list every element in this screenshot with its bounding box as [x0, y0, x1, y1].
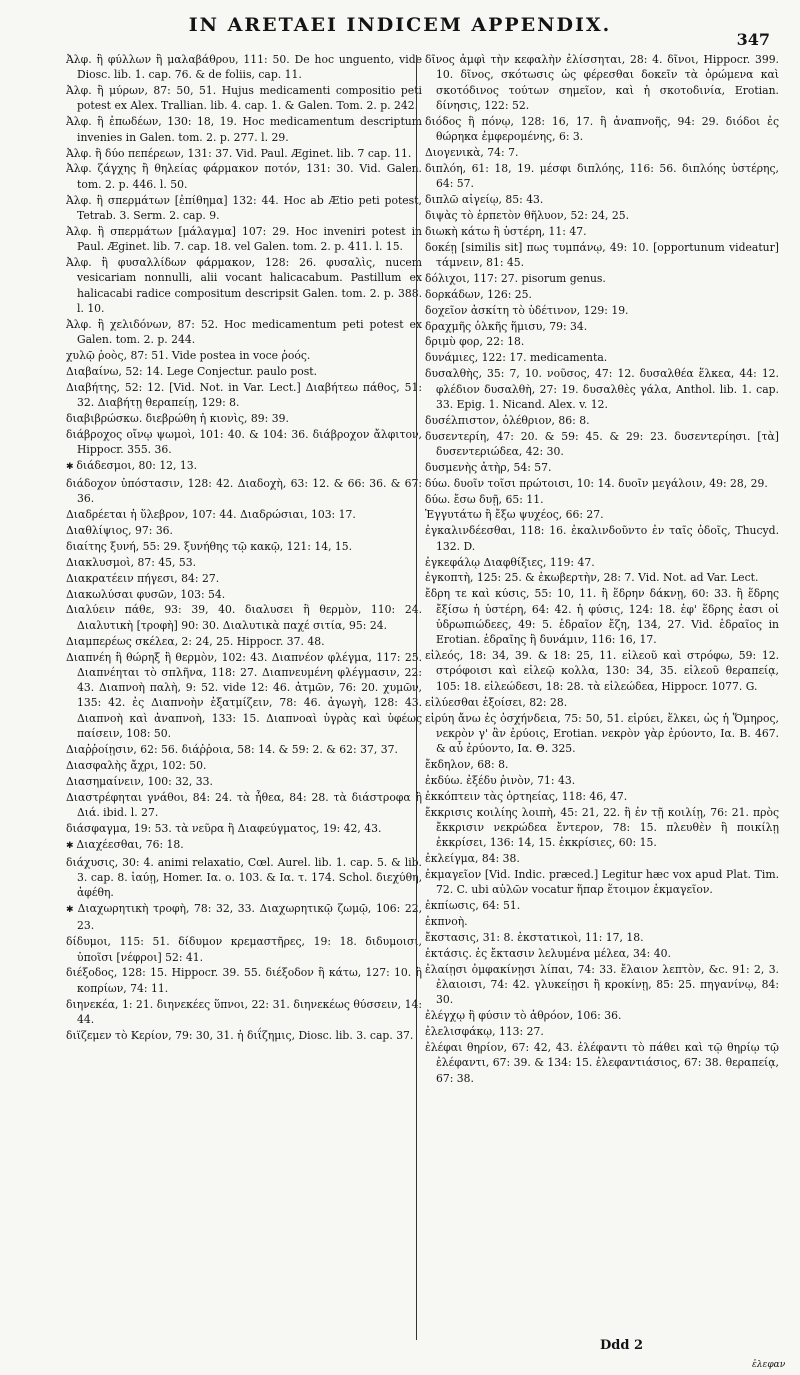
- index-entry: Ἐγγυτάτω ἢ ἔξω ψυχέος, 66: 27.: [425, 508, 604, 522]
- index-entry: διψὰς τὸ ἑρπετὸν θῆλυον, 52: 24, 25.: [425, 208, 630, 222]
- index-entry: δυσέλπιστον, ὀλέθριον, 86: 8.: [425, 413, 590, 427]
- index-entry: Ἀλφ. ἣ δύο πεπέρεων, 131: 37. Vid. Paul. Æginet. lib. 7 cap. 11.: [66, 146, 412, 160]
- index-entry: ἐκδύω. ἐξέδυ ῥινὸν, 71: 43.: [425, 773, 576, 787]
- index-entry: ἔκστασις, 31: 8. ἐκστατικοὶ, 11: 17, 18.: [425, 931, 644, 944]
- index-entry: δραχμῆς ὁλκῆς ἥμισυ, 79: 34.: [425, 319, 588, 333]
- signature-mark: Ddd 2: [600, 1338, 644, 1353]
- index-entry: ✱ Διαχέεσθαι, 76: 18.: [66, 837, 422, 854]
- index-entry: ἐκμαγεῖον [Vid. Indic. præced.] Legitur hæc vox apud Plat. Tim. 72. C. ubi αὐλῶν vocatur ἥπαρ ἕτοιμον ἐκμαγεῖον.: [425, 868, 779, 897]
- right-column: [425, 52, 779, 1342]
- index-entry: Διαβήτης, 52: 12. [Vid. Not. in Var. Lect.] Διαβήτεω πάθος, 51: 32. Διαβήτῃ θεραπείῃ, 129: 8.: [66, 380, 422, 410]
- left-column: [66, 52, 422, 1342]
- index-entry: Διαστρέφηται γνάθοι, 84: 24. τὰ ἦθεα, 84: 28. τὰ διάστροφα ἣ Διά. ibid. l. 27.: [66, 790, 422, 819]
- column-rule: [416, 55, 417, 1340]
- index-entry: ἔκκρισις κοιλίης λοιπὴ, 45: 21, 22. ἣ ἐν τῇ κοιλίῃ, 76: 21. πρὸς ἔκκρισιν νεκρώδεα ἔντερον, 78: 15. πλευθὲν ἣ ποικίλῃ ἐκκρίσει, 136: 14, 15. ἐκκρίσιες, 60: 15.: [425, 805, 779, 850]
- index-entry: Διαῤῥοίῃσιν, 62: 56. διάῤῥοια, 58: 14. & 59: 2. & 62: 37, 37.: [66, 742, 398, 756]
- index-entry: δυσμενὴς ἀτὴρ, 54: 57.: [425, 460, 552, 474]
- index-entry: ἐγκοπτὴ, 125: 25. & ἐκωβερτὴν, 28: 7. Vid. Not. ad Var. Lect.: [425, 571, 759, 585]
- index-entry: ἐλελισφάκῳ, 113: 27.: [425, 1025, 544, 1039]
- index-entry: εἰλεός, 18: 34, 39. & 18: 25, 11. εἰλεοῦ καὶ στρόφω, 59: 12. στρόφοισι καὶ εἰλεῷ κολλα, 130: 34, 35. εἰλεοῦ θεραπείᾳ, 105: 18. εἰλεώδεσι, 18: 28. τὰ εἰλεώδεα, Hippocr. 1077. G.: [425, 649, 779, 693]
- index-entry: Ἀλφ. ἣ φύλλων ἢ μαλαβάθρου, 111: 50. De hoc unguento, vide Diosc. lib. 1. cap. 76. & de foliis, cap. 11.: [66, 53, 422, 82]
- index-entry: Διαβαίνω, 52: 14. Lege Conjectur. paulo post.: [66, 364, 318, 378]
- index-entry: ✱ διάδεσμοι, 80: 12, 13.: [66, 458, 422, 475]
- index-entry: Διογενικὰ, 74: 7.: [425, 145, 519, 159]
- index-entry: Διαμπερέως σκέλεα, 2: 24, 25. Hippocr. 37. 48.: [66, 634, 325, 648]
- index-entry: διηνεκέα, 1: 21. διηνεκέες ὕπνοι, 22: 31. διηνεκέως θύσσειν, 14: 44.: [66, 997, 422, 1026]
- index-entry: δίδυμοι, 115: 51. δίδυμον κρεμαστῆρες, 19: 18. διδυμοισι, ὑποῖσι [νέφροι] 52: 41.: [66, 935, 422, 964]
- index-entry: δύω. δυοῖν τοῖσι πρώτοισι, 10: 14. δυοῖν μεγάλοιν, 49: 28, 29.: [425, 476, 768, 490]
- page-number: 347: [736, 30, 770, 49]
- index-entry: Διασημαίνειν, 100: 32, 33.: [66, 774, 213, 788]
- index-entry: ἐκλείγμα, 84: 38.: [425, 852, 520, 866]
- index-entry: δόλιχοι, 117: 27. pisorum genus.: [425, 271, 606, 285]
- index-entry: Διακλυσμοὶ, 87: 45, 53.: [66, 555, 197, 569]
- index-entry: διάβροχος οἴνῳ ψωμοὶ, 101: 40. & 104: 36. διάβροχον ἄλφιτον, Hippocr. 355. 36.: [66, 427, 422, 457]
- index-entry: Ἀλφ. ἣ μύρων, 87: 50, 51. Hujus medicamenti compositio peti potest ex Alex. Trallian. lib. 4. cap. 1. & Galen. Tom. 2. p. 242.: [66, 84, 422, 113]
- index-entry: Ἀλφ. ἣ σπερμάτων [ἐπίθημα] 132: 44. Hoc ab Ætio peti potest, Tetrab. 3. Serm. 2. cap. 9.: [66, 193, 422, 222]
- index-entry: διωκὴ κάτω ἣ ὑστέρη, 11: 47.: [425, 224, 587, 238]
- index-entry: εἰρύη ἄνω ἐς ὀσχήνδεια, 75: 50, 51. εἰρύει, ἕλκει, ὡς ἡ Ὅμηρος, νεκρὸν γ' ἂν ἐρύοις, Erotian. νεκρὸν γὰρ ἐρύοντο, Ια. Β. 467. & αὖ ἐρύοντο, Ια. Θ. 325.: [425, 711, 779, 756]
- index-entry: ἐλέγχῳ ἣ φύσιν τὸ ἀθρόον, 106: 36.: [425, 1009, 622, 1023]
- index-entry: ἐκπνοὴ.: [425, 915, 468, 929]
- index-entry: διέξοδος, 128: 15. Hippocr. 39. 55. διέξοδον ἣ κάτω, 127: 10. ἣ κοπρίων, 74: 11.: [66, 966, 422, 995]
- index-entry: Ἀλφ. ἣ σπερμάτων [μάλαγμα] 107: 29. Hoc inveniri potest in Paul. Æginet. lib. 7. cap. 18. vel Galen. tom. 2. p. 411. l. 15.: [66, 224, 422, 254]
- index-entry: ✱ Διαχωρητικὴ τροφὴ, 78: 32, 33. Διαχωρητικῷ ζωμῷ, 106: 22, 23.: [66, 901, 422, 934]
- index-entry: ἐγκαλινδέεσθαι, 118: 16. ἐκαλινδοῦντο ἐν ταῖς ὁδοῖς, Thucyd. 132. D.: [425, 524, 779, 553]
- index-entry: δύω. ἔσω δυῇ, 65: 11.: [425, 492, 544, 506]
- index-entry: διπλόη, 61: 18, 19. μέσφι διπλόης, 116: 56. διπλόης ὑστέρης, 64: 57.: [425, 161, 779, 191]
- index-entry: δοκέῃ [similis sit] πως τυμπάνῳ, 49: 10. [opportunum videatur] τάμνειν, 81: 45.: [425, 240, 779, 270]
- index-entry: Ἀλφ. ζάγχης ἢ θηλείας φάρμακον ποτόν, 131: 30. Vid. Galen. tom. 2. p. 446. l. 50.: [66, 162, 422, 191]
- index-entry: Διασφαλὴς ἄχρι, 102: 50.: [66, 758, 207, 772]
- index-entry: Ἀλφ. ἣ χελιδόνων, 87: 52. Hoc medicamentum peti potest ex Galen. tom. 2. p. 244.: [66, 317, 422, 347]
- index-entry: διαβιβρώσκω. διεβρώθη ἡ κιονὶς, 89: 39.: [66, 411, 289, 425]
- index-entry: δυσεντερίη, 47: 20. & 59: 45. & 29: 23. δυσεντερίησι. [τὰ] δυσεντεριώδεα, 42: 30.: [425, 429, 779, 458]
- index-entry: Διαπνέη ἣ θώρηξ ἢ θερμὸν, 102: 43. Διαπνέον φλέγμα, 117: 25. Διαπνέηται τὸ σπλῆνα, 118: 27. Διαπνευμένη φλέγμασιν, 22: 43. Διαπνοὴ παλὴ, 9: 52. vide 12: 46. ἀτμῶν, 76: 20. χυμῶν, 135: 42. ἐς Διαπνοὴν ἐξατμίζειν, 78: 46. ἀγωγὴ, 128: 43. Διαπνοὴ καὶ ἀναπνοὴ, 133: 15. Διαπνοαὶ ὑγρὰς καὶ ὑφέως παίσειν, 108: 50.: [66, 650, 422, 741]
- index-entry: ἔδρη τε καὶ κύσις, 55: 10, 11. ἣ ἕδρην δάκνῃ, 60: 33. ἣ ἕδρης ἔξίσω ἡ ὑστέρη, 64: 42. ἡ φύσις, 124: 18. ἐφ' ἕδρης ἐασι οἱ ὑδρωπιώδεες, 49: 5. ἑδραῖον ἔζη, 134, 27. Vid. ἑδραῖος in Erotian. ἑδραῖης ἣ δυνάμιν, 116: 16, 17.: [425, 587, 779, 647]
- index-entry: διπλῶ αἰγείῳ, 85: 43.: [425, 193, 544, 207]
- index-entry: ἐγκεφάλῳ Διαφθίξιες, 119: 47.: [425, 555, 595, 569]
- running-head: IN ARETAEI INDICEM APPENDIX.: [188, 14, 612, 36]
- index-entry: διάχυσις, 30: 4. animi relaxatio, Cœl. Aurel. lib. 1. cap. 5. & lib. 3. cap. 8. ἰαύῃ, Homer. Ια. ο. 103. & Ια. τ. 174. Schol. διεχύθη, ἀφέθη.: [66, 855, 422, 900]
- index-entry: διάδοχον ὑπόστασιν, 128: 42. Διαδοχὴ, 63: 12. & 66: 36. & 67: 36.: [66, 476, 422, 506]
- index-entry: ἐκτάσις. ἐς ἔκτασιν λελυμένα μέλεα, 34: 40.: [425, 946, 671, 960]
- index-entry: Διαδρέεται ἡ ὕλεβρον, 107: 44. Διαδρώσιαι, 103: 17.: [66, 508, 356, 522]
- index-entry: δῖνος ἀμφὶ τὴν κεφαλὴν ἐλίσσηται, 28: 4. δῖνοι, Hippocr. 399. 10. δῖνος, σκότωσις ὡς φέρεσθαι δοκεῖν τὰ ὁρώμενα καὶ σκοτόδινος τούτων σημεῖον, καὶ ἡ σκοτοδινία, Erotian. δίνησις, 122: 52.: [425, 53, 779, 112]
- index-entry: διόδος ἣ πόνῳ, 128: 16, 17. ἣ ἀναπνοῆς, 94: 29. διόδοι ἐς θώρηκα ἐμφερομένης, 6: 3.: [425, 114, 779, 144]
- index-entry: Διαθλίψιος, 97: 36.: [66, 524, 173, 537]
- index-entry: Διακωλύσαι φυσῶν, 103: 54.: [66, 587, 226, 601]
- index-entry: Ἀλφ. ἣ ἐπωδέων, 130: 18, 19. Hoc medicamentum descriptum invenies in Galen. tom. 2. p. 277. l. 29.: [66, 115, 422, 144]
- index-entry: ἐλαίῃσι ὀμφακίνῃσι λίπαι, 74: 33. ἔλαιον λεπτὸν, &c. 91: 2, 3. ἐλαιοισι, 74: 42. γλυκείῃσι ἢ κροκίνῃ, 85: 25. πηγανίνῳ, 84: 30.: [425, 962, 779, 1007]
- index-entry: δυνάμιες, 122: 17. medicamenta.: [425, 351, 608, 365]
- index-entry: εἰλύεσθαι ἐξοίσει, 82: 28.: [425, 695, 568, 709]
- index-entry: δυσαλθὴς, 35: 7, 10. νοῦσος, 47: 12. δυσαλθέα ἕλκεα, 44: 12. φλέδιον δυσαλθὴ, 27: 19. δυσαλθὲς γάλα, Anthol. lib. 1. cap. 33. Epig. 1. Nicand. Alex. v. 12.: [425, 367, 779, 411]
- index-entry: δριμὺ φορ, 22: 18.: [425, 335, 525, 349]
- index-entry: ἐκπίωσις, 64: 51.: [425, 899, 521, 913]
- index-entry: ἐλέφαι θηρίον, 67: 42, 43. ἐλέφαντι τὸ πάθει καὶ τῷ θηρίῳ τῷ ἐλέφαντι, 67: 39. & 134: 15. ἐλεφαντιάσιος, 67: 38. θεραπείᾳ, 67: 38.: [425, 1041, 779, 1085]
- index-entry: Διαλύειν πάθε, 93: 39, 40. διαλυσει ἣ θερμὸν, 110: 24. Διαλυτικὴ [τροφὴ] 90: 30. Διαλυτικὰ παχέ σιτία, 95: 24.: [66, 603, 422, 632]
- index-entry: ἐκκόπτειν τὰς ὀρτηείας, 118: 46, 47.: [425, 789, 628, 803]
- index-entry: δοχεῖον ἀσκίτη τὸ ὑδέτινον, 129: 19.: [425, 303, 629, 317]
- index-entry: χυλῷ ῥοὸς, 87: 51. Vide postea in voce ῥοός.: [66, 348, 311, 362]
- index-entry: διαίτης ξυνή, 55: 29. ξυνήθης τῷ κακῷ, 121: 14, 15.: [66, 539, 353, 553]
- index-entry: ἔκδηλον, 68: 8.: [425, 757, 509, 771]
- catchword: ἐλεφαν: [752, 1360, 786, 1370]
- index-entry: διάσφαγμα, 19: 53. τὰ νεῦρα ἢ Διαφεύγματος, 19: 42, 43.: [66, 821, 382, 835]
- index-entry: δορκάδων, 126: 25.: [425, 287, 532, 301]
- index-entry: Ἀλφ. ἣ φυσαλλίδων φάρμακον, 128: 26. φυσαλὶς, nucem vesicariam nonnulli, alii vocant halicacabum. Pastillum ex halicacabi radice compositum descripsit Galen. tom. 2. p. 388. l. 10.: [66, 256, 422, 315]
- index-entry: διϊζεμεν τὸ Κερίον, 79: 30, 31. ἡ διΐζημις, Diosc. lib. 3. cap. 37.: [66, 1028, 414, 1042]
- index-entry: Διακρατέειν πήγεσι, 84: 27.: [66, 571, 220, 585]
